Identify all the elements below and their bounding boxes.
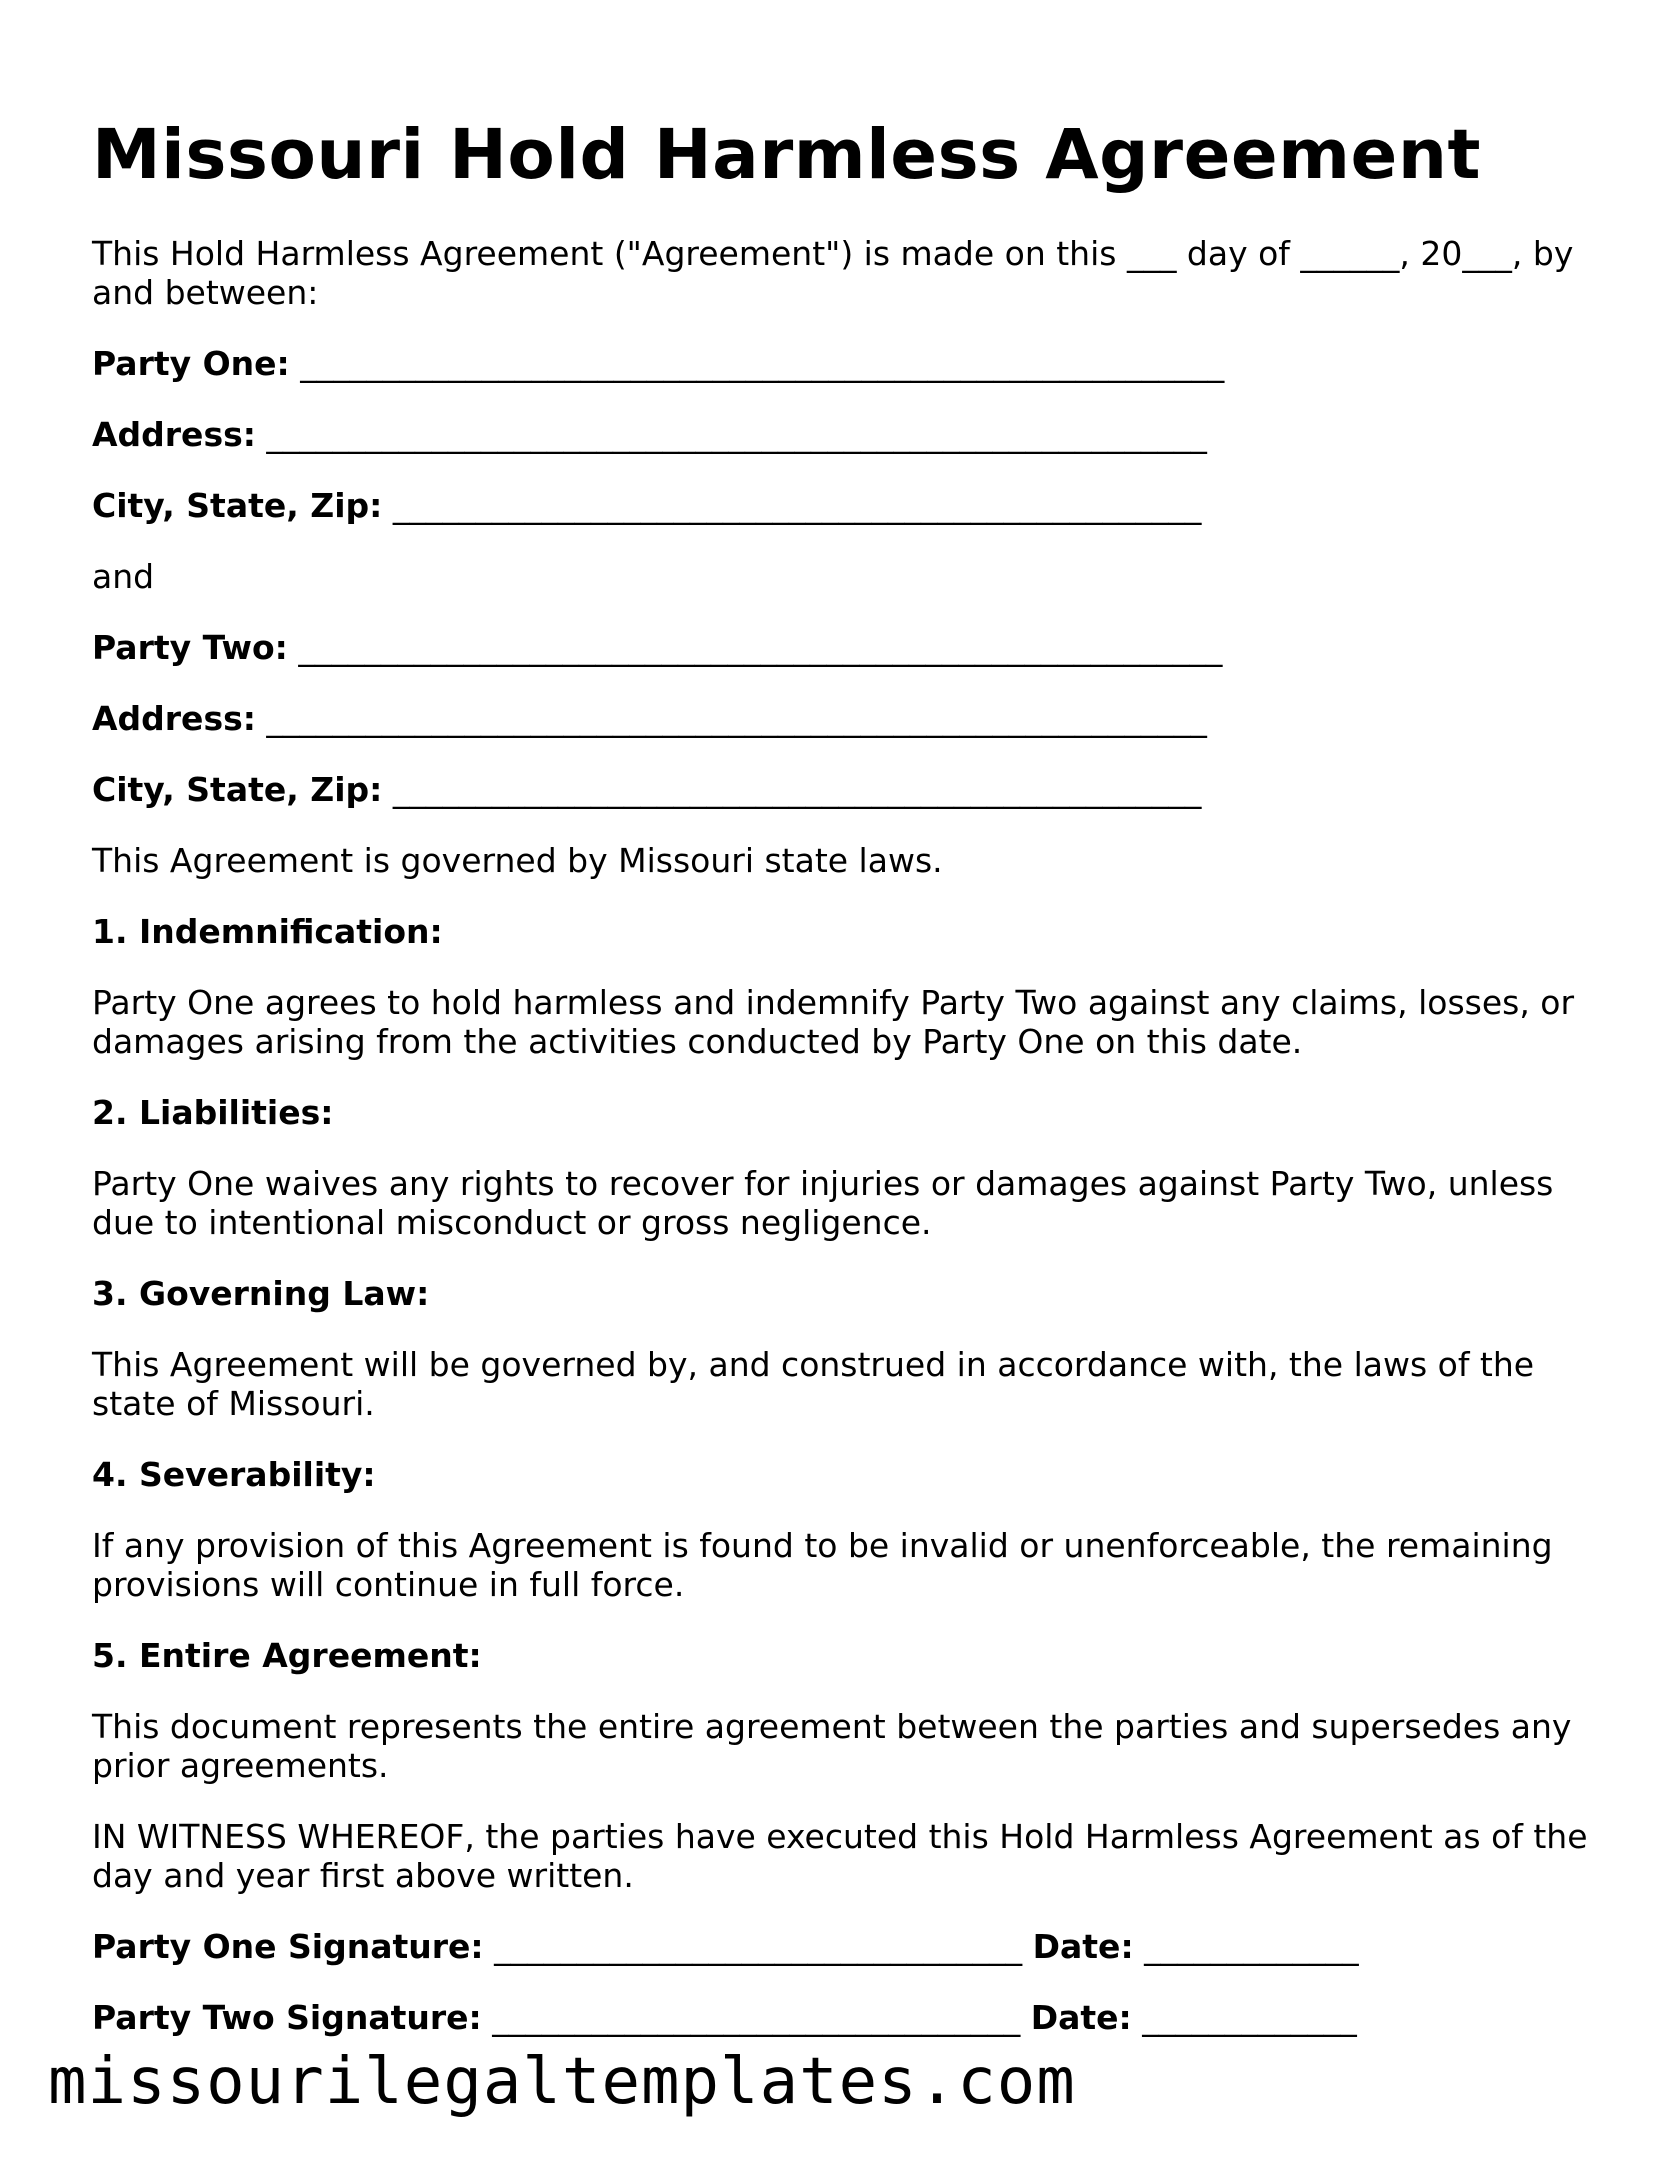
party-two-address-field — [92, 699, 1612, 738]
party-one-city-line: _________________________________________________ — [392, 485, 1202, 525]
party-one-signature-row — [92, 1927, 1612, 1966]
party-two-date-label: Date: — [1030, 1997, 1132, 2037]
intro-paragraph: This Hold Harmless Agreement ("Agreement") is made on this ___ day of ______, 20___, by and between: — [92, 233, 1574, 312]
party-two-name-line: ________________________________________________________ — [298, 627, 1223, 667]
party-two-city-label: City, State, Zip: — [92, 769, 383, 809]
section-body-entire-agreement: This document represents the entire agreement between the parties and supersedes any prior agreements. — [92, 1706, 1572, 1785]
party-two-name-field — [92, 628, 1612, 667]
party-two-signature-row — [92, 1998, 1612, 2037]
section-heading-severability: 4. Severability: — [92, 1454, 376, 1494]
party-two-name-label: Party Two: — [92, 627, 288, 667]
party-two-address-label: Address: — [92, 698, 256, 738]
party-one-date-line: _____________ — [1144, 1926, 1359, 1966]
party-one-city-label: City, State, Zip: — [92, 485, 383, 525]
section-heading-indemnification: 1. Indemnification: — [92, 911, 443, 951]
section-heading-entire-agreement: 5. Entire Agreement: — [92, 1635, 482, 1675]
party-one-signature-label: Party One Signature: — [92, 1926, 484, 1966]
party-one-name-field — [92, 344, 1612, 383]
party-two-signature-label: Party Two Signature: — [92, 1997, 482, 2037]
witness-paragraph: IN WITNESS WHEREOF, the parties have executed this Hold Harmless Agreement as of the day and year first above written. — [92, 1816, 1588, 1895]
party-two-city-line: _________________________________________________ — [392, 769, 1202, 809]
party-one-address-field — [92, 415, 1612, 454]
document-page — [92, 115, 1612, 2069]
section-body-severability: If any provision of this Agreement is found to be invalid or unenforceable, the remaining provisions will continue in full force. — [92, 1525, 1553, 1604]
party-two-date-line: _____________ — [1142, 1997, 1357, 2037]
party-one-city-field — [92, 486, 1612, 525]
party-one-name-line: ________________________________________________________ — [300, 343, 1225, 383]
section-heading-governing-law: 3. Governing Law: — [92, 1273, 430, 1313]
party-one-date-label: Date: — [1032, 1926, 1134, 1966]
party-one-address-label: Address: — [92, 414, 256, 454]
party-one-name-label: Party One: — [92, 343, 290, 383]
party-two-signature-line: ________________________________ — [492, 1997, 1021, 2037]
section-heading-liabilities: 2. Liabilities: — [92, 1092, 334, 1132]
and-text: and — [92, 556, 155, 596]
party-two-address-line: _________________________________________________________ — [266, 698, 1207, 738]
party-two-city-field — [92, 770, 1612, 809]
section-body-governing-law: This Agreement will be governed by, and construed in accordance with, the laws of the state of Missouri. — [92, 1344, 1535, 1423]
party-one-signature-line: ________________________________ — [494, 1926, 1023, 1966]
page-title: Missouri Hold Harmless Agreement — [92, 115, 1481, 195]
party-one-address-line: _________________________________________________________ — [266, 414, 1207, 454]
section-body-liabilities: Party One waives any rights to recover for injuries or damages against Party Two, unless due to intentional misconduct or gross negligence. — [92, 1163, 1554, 1242]
governed-text: This Agreement is governed by Missouri state laws. — [92, 840, 943, 880]
section-body-indemnification: Party One agrees to hold harmless and indemnify Party Two against any claims, losses, or damages arising from the activities conducted by Party One on this date. — [92, 982, 1575, 1061]
watermark-text: missourilegaltemplates.com — [48, 2045, 1076, 2119]
